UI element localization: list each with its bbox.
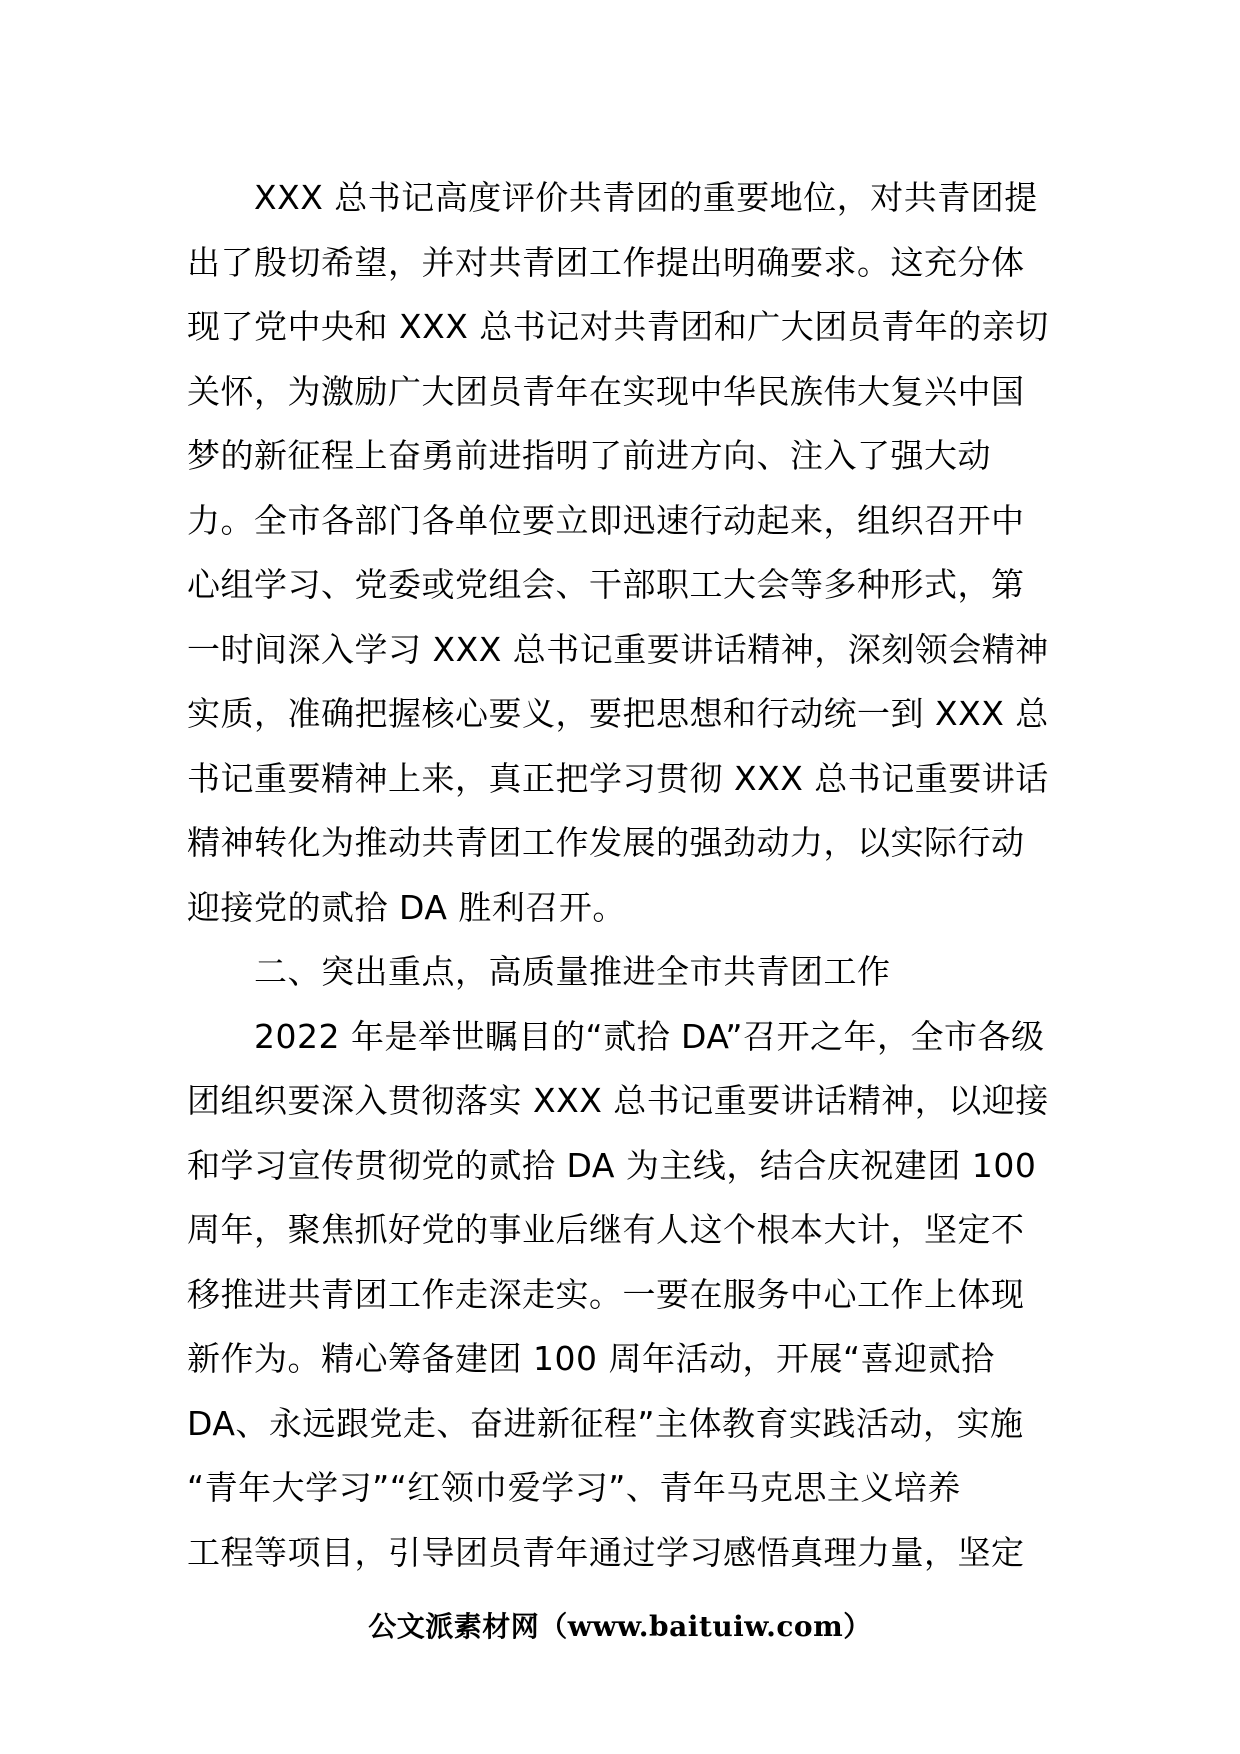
text-line: 一时间深入学习 XXX 总书记重要讲话精神，深刻领会精神 — [187, 629, 1049, 669]
text-line: 移推进共青团工作走深走实。一要在服务中心工作上体现 — [187, 1274, 1025, 1314]
text-line: DA、永远跟党走、奋进新征程”主体教育实践活动，实施 — [187, 1403, 1024, 1443]
text-line: 出了殷切希望，并对共青团工作提出明确要求。这充分体 — [187, 242, 1025, 282]
text-line: XXX 总书记高度评价共青团的重要地位，对共青团提 — [187, 178, 1038, 217]
document-body — [187, 166, 1057, 1585]
text-line: 工程等项目，引导团员青年通过学习感悟真理力量，坚定 — [187, 1532, 1025, 1572]
text-line: 和学习宣传贯彻党的贰拾 DA 为主线，结合庆祝建团 100 — [187, 1145, 1037, 1185]
text-line: 周年，聚焦抓好党的事业后继有人这个根本大计，坚定不 — [187, 1210, 1025, 1249]
text-line: 精神转化为推动共青团工作发展的强劲动力，以实际行动 — [187, 823, 1025, 862]
text-line: 关怀，为激励广大团员青年在实现中华民族伟大复兴中国 — [187, 371, 1025, 411]
text-line: “青年大学习”“红领巾爱学习”、青年马克思主义培养 — [187, 1468, 961, 1507]
text-line: 2022 年是举世瞩目的“贰拾 DA”召开之年，全市各级 — [187, 1016, 1045, 1056]
text-line: 迎接党的贰拾 DA 胜利召开。 — [187, 887, 626, 927]
text-line: 团组织要深入贯彻落实 XXX 总书记重要讲话精神，以迎接 — [187, 1081, 1049, 1120]
text-line: 书记重要精神上来，真正把学习贯彻 XXX 总书记重要讲话 — [187, 758, 1049, 798]
text-line: 心组学习、党委或党组会、干部职工大会等多种形式，第 — [187, 565, 1025, 604]
section-heading: 二、突出重点，高质量推进全市共青团工作 — [187, 952, 891, 991]
text-line: 新作为。精心筹备建团 100 周年活动，开展“喜迎贰拾 — [187, 1339, 995, 1378]
text-line: 梦的新征程上奋勇前进指明了前进方向、注入了强大动 — [187, 436, 991, 475]
text-line: 现了党中央和 XXX 总书记对共青团和广大团员青年的亲切 — [187, 307, 1049, 346]
footer-watermark: 公文派素材网（www.baituiw.com） — [368, 1610, 872, 1643]
text-line: 力。全市各部门各单位要立即迅速行动起来，组织召开中 — [187, 500, 1025, 540]
text-line: 实质，准确把握核心要义，要把思想和行动统一到 XXX 总 — [187, 694, 1049, 733]
